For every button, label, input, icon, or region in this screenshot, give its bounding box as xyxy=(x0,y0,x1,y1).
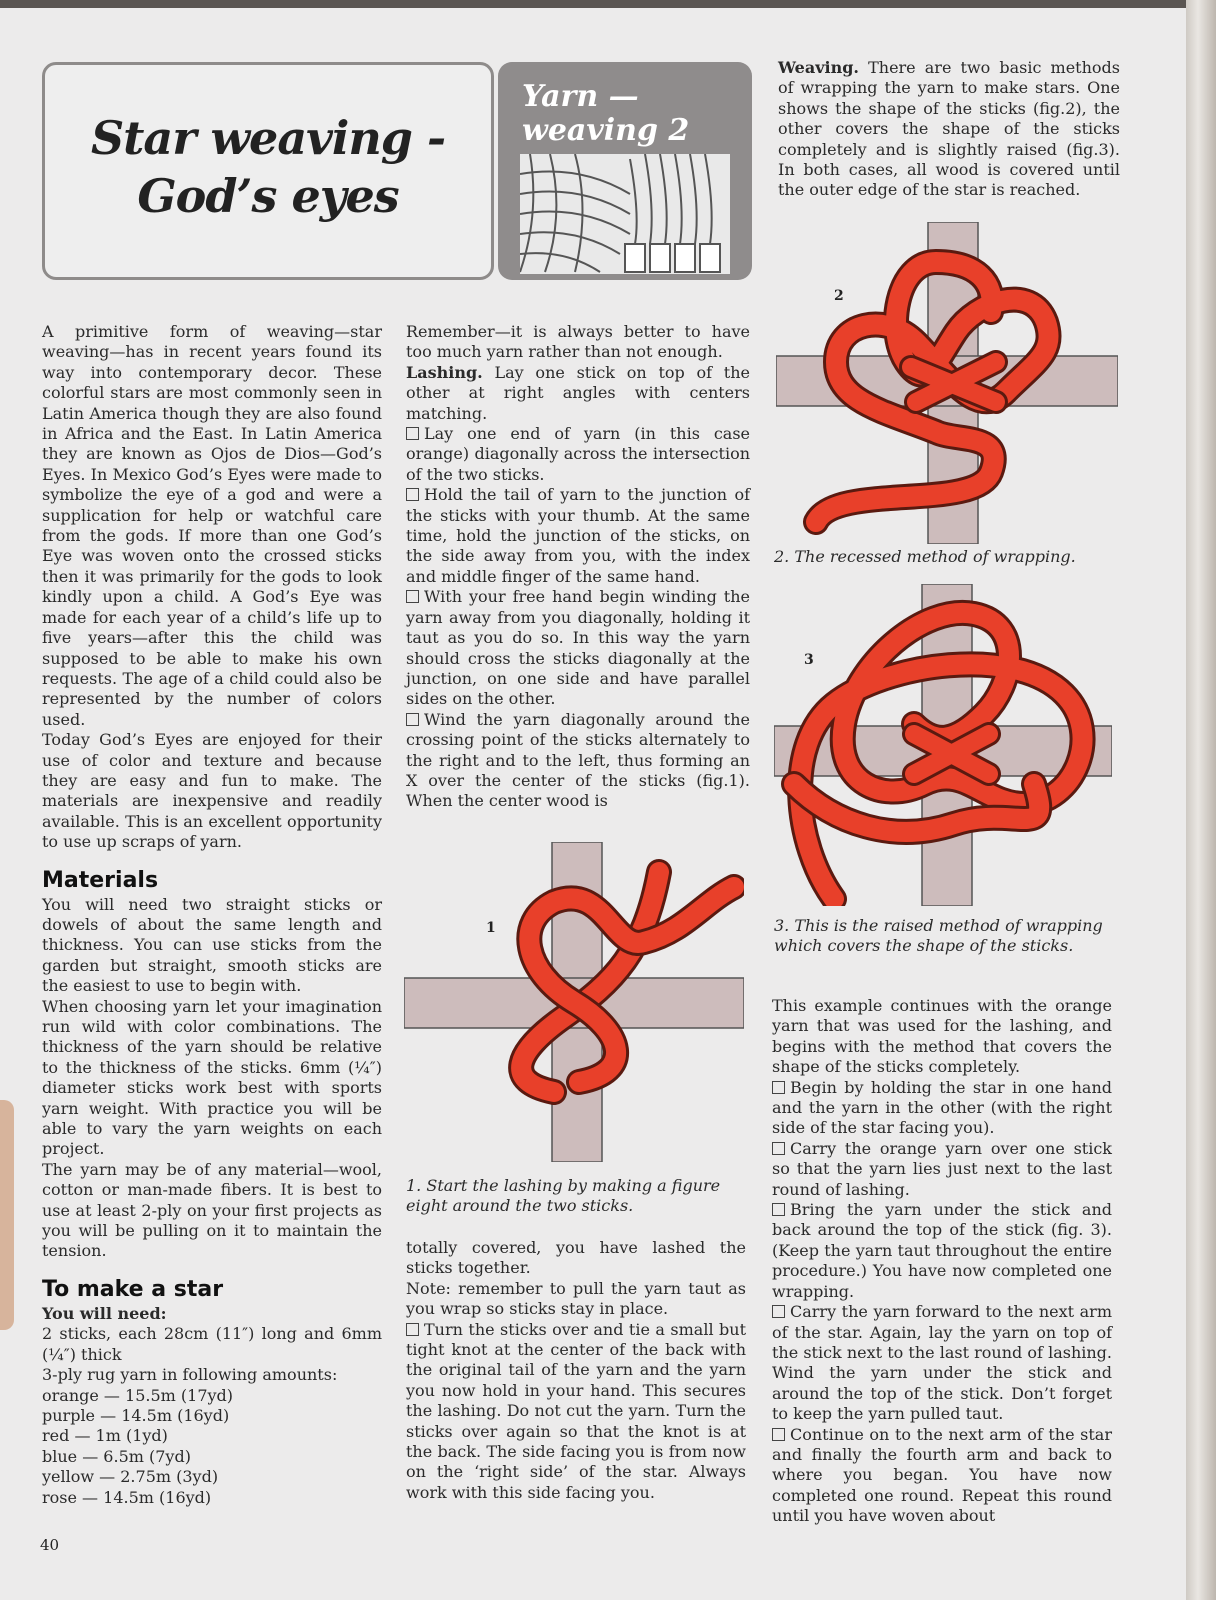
make-star-heading: To make a star xyxy=(42,1276,224,1302)
note-paragraph: Note: remember to pull the yarn taut as you wrap so sticks stay in place. xyxy=(406,1278,746,1319)
materials-paragraph-2: When choosing yarn let your imagination run wild with color combinations. The thickness of the yarn should be relative to the thickness of the sticks. 6mm (¼″) diameter sticks work best with sports yarn weight. With practice you will be able to vary the yarn weights on each project. xyxy=(42,996,382,1159)
amount-red: red — 1m (1yd) xyxy=(42,1426,168,1446)
figure-2-number: 2 xyxy=(834,288,844,304)
need-yarn: 3-ply rug yarn in following amounts: xyxy=(42,1365,338,1385)
checkbox-icon xyxy=(406,427,419,440)
lashing-label: Lashing. xyxy=(406,362,483,382)
step-item xyxy=(406,485,750,587)
step-text: Carry the orange yarn over one stick so that the yarn lies just next to the last round of lashing. xyxy=(772,1138,1112,1199)
lashed-paragraph: totally covered, you have lashed the sticks together. xyxy=(406,1238,746,1278)
step-text: Begin by holding the star in one hand and the yarn in the other (with the right side of the star facing you). xyxy=(772,1077,1112,1138)
checkbox-icon xyxy=(772,1428,785,1441)
need-heading: You will need: xyxy=(42,1303,167,1323)
step-item xyxy=(772,1200,1112,1302)
figure-1-illustration xyxy=(404,842,744,1162)
checkbox-icon xyxy=(406,488,419,501)
step-text: Turn the sticks over and tie a small but tight knot at the center of the back with the original tail of the yarn and the yarn you now hold in your hand. This secures the lashing. Do not cut the yarn. Turn the sticks over again so that the knot is at the back. The side facing you is from now on the ‘right side’ of the star. Always work with this side facing you. xyxy=(406,1319,746,1502)
step-text: Bring the yarn under the stick and back around the top of the stick (fig. 3). (Keep the yarn taut throughout the entire procedure.) You have now completed one wrapping. xyxy=(772,1200,1112,1301)
step-text: Hold the tail of yarn to the junction of the sticks with your thumb. At the same time, hold the junction of the sticks, on the side away from you, with the index and middle finger of the same hand. xyxy=(406,485,750,586)
checkbox-icon xyxy=(406,590,419,603)
amount-blue: blue — 6.5m (7yd) xyxy=(42,1446,191,1466)
step-item xyxy=(772,1139,1112,1200)
figure-1-number: 1 xyxy=(486,920,496,936)
column-2 xyxy=(406,322,750,812)
weaving-label: Weaving. xyxy=(778,58,859,77)
checkbox-icon xyxy=(772,1081,785,1094)
badge-label: Yarn — weaving 2 xyxy=(522,79,690,148)
step-text: Wind the yarn diagonally around the crossing point of the sticks alternately to the right and to the left, thus forming an X over the center of the sticks (fig.1). When the center wood is xyxy=(406,709,750,811)
weaving-text: There are two basic methods of wrapping the yarn to make stars. One shows the shape of the sticks (fig.2), the other covers the shape of the sticks completely and is slightly raised (fig.3). In both cases, all wood is covered until the outer edge of the star is reached. xyxy=(778,58,1120,200)
amount-purple: purple — 14.5m (16yd) xyxy=(42,1405,230,1425)
amount-rose: rose — 14.5m (16yd) xyxy=(42,1487,212,1507)
step-item xyxy=(406,710,750,812)
lashing-paragraph xyxy=(406,363,750,424)
materials-paragraph-3: The yarn may be of any material—wool, cotton or man-made fibers. It is best to use at least 2-ply on your first projects as you will be pulling on it to maintain the tension. xyxy=(42,1159,382,1261)
amount-yellow: yellow — 2.75m (3yd) xyxy=(42,1467,219,1487)
weaving-paragraph xyxy=(778,58,1120,201)
title-line-2: God’s eyes xyxy=(137,169,399,223)
step-text: Carry the yarn forward to the next arm of the star. Again, lay the yarn on top of the stick next to the last round of lashing. Wind the yarn under the stick and around the top of the stick. Don’t forget to keep the yarn pulled taut. xyxy=(772,1302,1112,1424)
checkbox-icon xyxy=(772,1305,785,1318)
figure-2-caption: 2. The recessed method of wrapping. xyxy=(774,547,1076,566)
need-sticks: 2 sticks, each 28cm (11″) long and 6mm (¼″) thick xyxy=(42,1324,382,1364)
thumb xyxy=(0,1100,14,1330)
checkbox-icon xyxy=(406,1323,419,1336)
checkbox-icon xyxy=(772,1203,785,1216)
column-3-continued xyxy=(772,996,1112,1527)
step-text: Lay one end of yarn (in this case orange) diagonally across the intersection of the two sticks. xyxy=(406,424,750,484)
checkbox-icon xyxy=(406,713,419,726)
intro-paragraph-2: Today God’s Eyes are enjoyed for their use of color and texture and because they are easy and fun to make. The materials are inexpensive and readily available. This is an excellent opportunity to use up scraps of yarn. xyxy=(42,730,382,852)
checkbox-icon xyxy=(772,1142,785,1155)
lashing-text: Lay one stick on top of the other at right angles with centers matching. xyxy=(406,362,750,423)
step-item xyxy=(406,1320,746,1504)
column-2-continued xyxy=(406,1238,746,1503)
section-badge xyxy=(498,62,752,280)
figure-3-caption: 3. This is the raised method of wrapping which covers the shape of the sticks. xyxy=(774,916,1103,955)
materials-paragraph-1: You will need two straight sticks or dowels of about the same length and thickness. You can use sticks from the garden but straight, smooth sticks are the easiest to use to begin with. xyxy=(42,894,382,996)
figure-3-illustration xyxy=(774,584,1112,906)
yarn-skein-icon xyxy=(520,154,730,274)
step-item xyxy=(772,1078,1112,1139)
figure-3-number: 3 xyxy=(804,652,814,668)
step-item xyxy=(772,1425,1112,1527)
step-text: Continue on to the next arm of the star and finally the fourth arm and back to where you began. You have now completed one round. Repeat this round until you have woven about xyxy=(772,1424,1112,1526)
example-paragraph: This example continues with the orange yarn that was used for the lashing, and begins with the method that covers the shape of the sticks completely. xyxy=(772,996,1112,1077)
column-3 xyxy=(778,58,1120,201)
step-item xyxy=(406,424,750,485)
step-item xyxy=(406,587,750,709)
amount-orange: orange — 15.5m (17yd) xyxy=(42,1385,234,1405)
step-text: With your free hand begin winding the yarn away from you diagonally, holding it taut as you do so. In this way the yarn should cross the sticks diagonally at the junction, on one side and have parallel sides on the other. xyxy=(406,587,750,709)
page-title xyxy=(45,109,491,225)
remember-paragraph: Remember—it is always better to have too much yarn rather than not enough. xyxy=(406,322,750,362)
step-item xyxy=(772,1302,1112,1424)
page-edge xyxy=(1186,0,1216,1600)
figure-1-caption: 1. Start the lashing by making a figure eight around the two sticks. xyxy=(406,1176,721,1215)
intro-paragraph: A primitive form of weaving—star weaving—has in recent years found its way into contemporary decor. These colorful stars are most commonly seen in Latin America though they are also found in Africa and the East. In Latin America they are known as Ojos de Dios—God’s Eyes. In Mexico God’s Eyes were made to symbolize the eye of a god and were a supplication for help or watchful care from the gods. If more than one God’s Eye was woven onto the crossed sticks then it was primarily for the gods to look kindly upon a child. A God’s Eye was made for each year of a child’s life up to five years—after this the child was supposed to be able to make his own requests. The age of a child could also be represented by the number of colors used. xyxy=(42,322,382,729)
figure-2-illustration xyxy=(776,222,1118,544)
title-line-1: Star weaving - xyxy=(90,111,446,165)
column-1 xyxy=(42,322,382,1508)
materials-heading: Materials xyxy=(42,867,159,893)
title-box xyxy=(42,62,494,280)
page-number: 40 xyxy=(40,1536,60,1554)
